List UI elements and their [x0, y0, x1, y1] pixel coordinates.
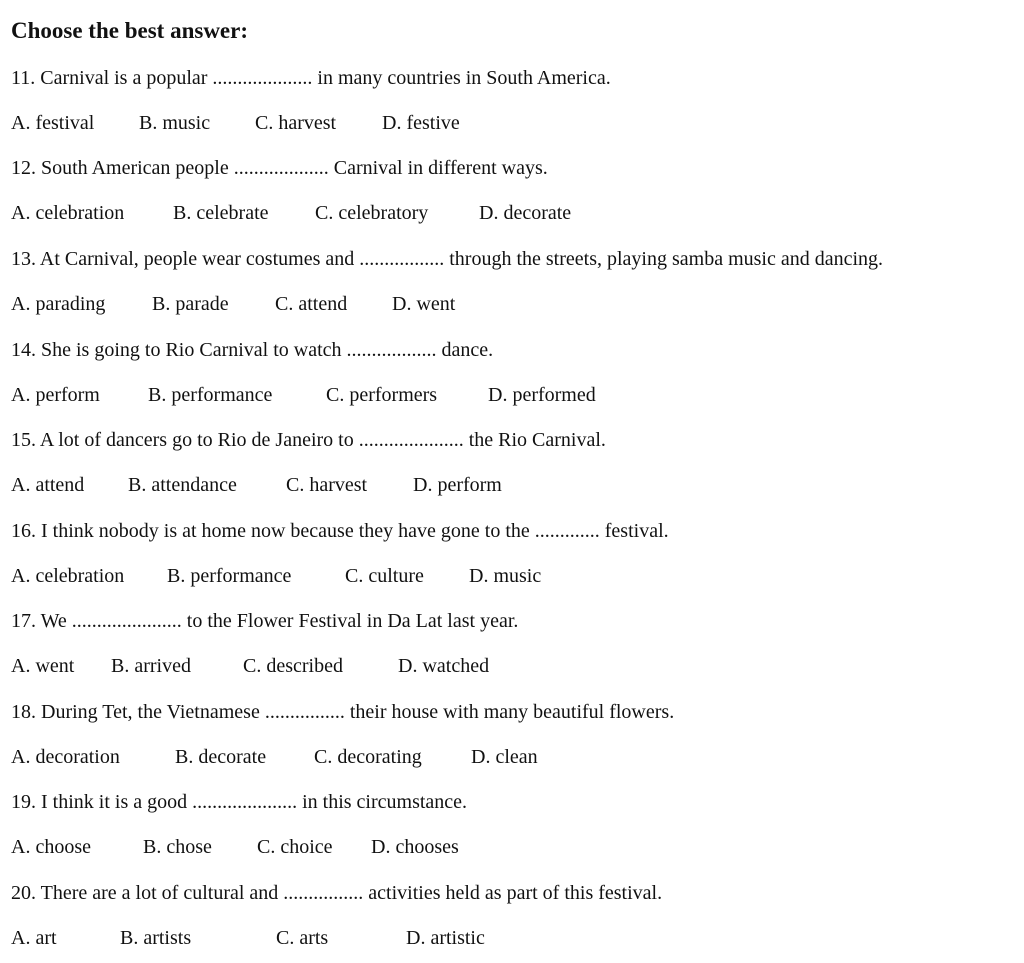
question-12-stem: 12. South American people ................... Carnival in different ways.	[11, 157, 548, 179]
option-d[interactable]: D. perform	[413, 474, 502, 496]
option-b[interactable]: B. performance	[167, 565, 292, 587]
option-b[interactable]: B. performance	[148, 384, 273, 406]
option-c[interactable]: C. choice	[257, 836, 333, 858]
option-c[interactable]: C. celebratory	[315, 202, 429, 224]
option-a[interactable]: A. celebration	[11, 565, 125, 587]
option-b[interactable]: B. chose	[143, 836, 212, 858]
question-19-stem: 19. I think it is a good ..................... in this circumstance.	[11, 791, 468, 813]
option-c[interactable]: C. described	[243, 655, 343, 677]
option-c[interactable]: C. decorating	[314, 746, 422, 768]
option-a[interactable]: A. went	[11, 655, 75, 677]
option-d[interactable]: D. festive	[382, 112, 460, 134]
option-c[interactable]: C. culture	[345, 565, 424, 587]
option-d[interactable]: D. chooses	[371, 836, 459, 858]
option-b[interactable]: B. artists	[120, 927, 192, 949]
option-c[interactable]: C. attend	[275, 293, 348, 315]
option-c[interactable]: C. harvest	[286, 474, 368, 496]
question-14-stem: 14. She is going to Rio Carnival to watch .................. dance.	[11, 339, 494, 361]
option-b[interactable]: B. parade	[152, 293, 229, 315]
option-a[interactable]: A. art	[11, 927, 57, 949]
option-c[interactable]: C. harvest	[255, 112, 337, 134]
option-a[interactable]: A. attend	[11, 474, 85, 496]
option-a[interactable]: A. festival	[11, 112, 95, 134]
option-c[interactable]: C. performers	[326, 384, 438, 406]
option-a[interactable]: A. parading	[11, 293, 106, 315]
question-20-stem: 20. There are a lot of cultural and ................ activities held as part of this festival.	[11, 882, 663, 904]
question-18-stem: 18. During Tet, the Vietnamese ................ their house with many beautiful flowers.	[11, 701, 675, 723]
option-b[interactable]: B. decorate	[175, 746, 267, 768]
question-15-stem: 15. A lot of dancers go to Rio de Janeiro to ..................... the Rio Carnival.	[11, 429, 606, 451]
worksheet-title: Choose the best answer:	[11, 18, 249, 43]
option-d[interactable]: D. performed	[488, 384, 596, 406]
option-d[interactable]: D. music	[469, 565, 542, 587]
option-a[interactable]: A. decoration	[11, 746, 120, 768]
option-b[interactable]: B. celebrate	[173, 202, 269, 224]
option-c[interactable]: C. arts	[276, 927, 329, 949]
question-13-stem: 13. At Carnival, people wear costumes and ................. through the streets, playing samba music and dancing.	[11, 248, 884, 270]
option-a[interactable]: A. perform	[11, 384, 100, 406]
question-17-stem: 17. We ...................... to the Flower Festival in Da Lat last year.	[11, 610, 519, 632]
option-d[interactable]: D. clean	[471, 746, 538, 768]
option-b[interactable]: B. music	[139, 112, 211, 134]
option-b[interactable]: B. arrived	[111, 655, 191, 677]
question-16-stem: 16. I think nobody is at home now because they have gone to the ............. festival.	[11, 520, 669, 542]
option-d[interactable]: D. artistic	[406, 927, 485, 949]
option-d[interactable]: D. decorate	[479, 202, 572, 224]
question-11-stem: 11. Carnival is a popular .................... in many countries in South America.	[11, 67, 611, 89]
option-b[interactable]: B. attendance	[128, 474, 237, 496]
option-d[interactable]: D. went	[392, 293, 456, 315]
option-a[interactable]: A. celebration	[11, 202, 125, 224]
option-d[interactable]: D. watched	[398, 655, 490, 677]
option-a[interactable]: A. choose	[11, 836, 91, 858]
